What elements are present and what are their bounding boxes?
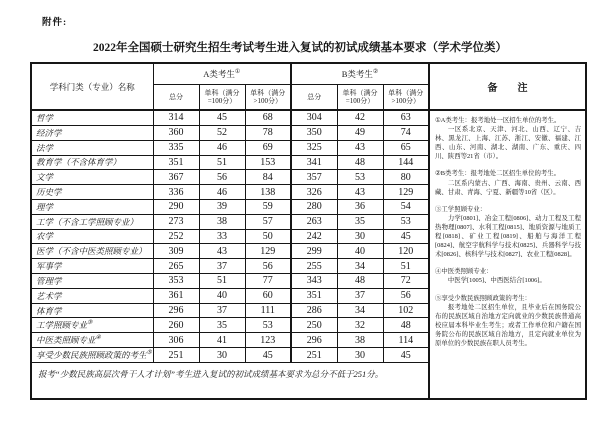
score-cell: 40 (199, 288, 245, 303)
remarks-cell (429, 110, 586, 399)
remark-paragraph: 二区系内蒙古、广西、海南、贵州、云南、西藏、甘肃、青海、宁夏、新疆等10省（区）。 (435, 179, 582, 196)
remark-note (435, 267, 581, 285)
score-cell: 326 (291, 185, 337, 200)
note-ref: ③ (87, 320, 93, 327)
subject-cell: 经济学 (31, 125, 153, 140)
subject-cell: 工学照顾专业③ (31, 318, 153, 333)
subject-cell: 农学 (31, 229, 153, 244)
score-cell: 72 (383, 274, 429, 289)
score-cell: 65 (383, 140, 429, 155)
score-cell: 41 (199, 333, 245, 348)
subject-cell: 医学（不含中医类照顾专业） (31, 244, 153, 259)
score-cell: 30 (199, 348, 245, 363)
subject-cell: 法学 (31, 140, 153, 155)
score-table-body (31, 110, 586, 399)
col-header-total-b: 总分 (291, 85, 337, 111)
subject-cell: 军事学 (31, 259, 153, 274)
score-cell: 32 (337, 318, 383, 333)
page-title: 2022年全国硕士研究生招生考试考生进入复试的初试成绩基本要求（学术学位类） (93, 42, 507, 54)
score-cell: 290 (153, 199, 199, 214)
score-cell: 80 (383, 170, 429, 185)
subject-cell: 工学（不含工学照顾专业） (31, 214, 153, 229)
remark-paragraph: 力学[0801]、冶金工程[0806]、动力工程及工程热物理[0807]、水利工程[0815]、地质资源与地质工程[0818]、矿业工程[0819]、船舶与海洋工程[0824]、航空宇航科学与技术[0825]、兵器科学与技术[0826]、核科学与技术[0827]、农业工程[0828]。 (435, 214, 582, 259)
score-cell: 351 (153, 155, 199, 170)
score-cell: 296 (291, 333, 337, 348)
subject-cell: 文学 (31, 170, 153, 185)
footnote-text: 报考“少数民族高层次骨干人才计划”考生进入复试的初试成绩基本要求为总分不低于251分。 (31, 363, 429, 400)
score-cell: 129 (245, 244, 291, 259)
score-cell: 48 (383, 318, 429, 333)
subject-cell: 管理学 (31, 274, 153, 289)
subject-cell: 体育学 (31, 303, 153, 318)
score-cell: 335 (153, 140, 199, 155)
header-row-groups (31, 63, 586, 85)
remark-paragraph: ⑤享受少数民族照顾政策的考生： (435, 294, 531, 302)
score-cell: 111 (245, 303, 291, 318)
score-cell: 53 (245, 318, 291, 333)
score-cell: 45 (245, 348, 291, 363)
score-cell: 48 (337, 155, 383, 170)
score-cell: 63 (383, 110, 429, 125)
score-cell: 138 (245, 185, 291, 200)
score-cell: 56 (245, 259, 291, 274)
remark-paragraph: ①A类考生：报考地处一区招生单位的考生。 (435, 117, 561, 124)
subject-cell: 享受少数民族照顾政策的考生⑤ (31, 348, 153, 363)
score-cell: 299 (291, 244, 337, 259)
score-cell: 30 (337, 348, 383, 363)
score-cell: 54 (383, 199, 429, 214)
score-cell: 34 (337, 259, 383, 274)
remarks-header: 备 注 (429, 63, 586, 110)
score-cell: 49 (337, 125, 383, 140)
score-cell: 53 (383, 214, 429, 229)
score-cell: 242 (291, 229, 337, 244)
note-ref: ① (234, 69, 241, 76)
score-cell: 336 (153, 185, 199, 200)
col-header-total-a: 总分 (153, 85, 199, 111)
score-cell: 306 (153, 333, 199, 348)
score-cell: 357 (291, 170, 337, 185)
score-cell: 129 (383, 185, 429, 200)
score-cell: 78 (245, 125, 291, 140)
remarks-notes (435, 116, 581, 348)
score-cell: 341 (291, 155, 337, 170)
col-header-singlegt100-b: 单科（满分 >100分） (383, 85, 429, 111)
score-cell: 33 (199, 229, 245, 244)
score-cell: 153 (245, 155, 291, 170)
score-cell: 260 (153, 318, 199, 333)
score-cell: 367 (153, 170, 199, 185)
score-cell: 360 (153, 125, 199, 140)
score-cell: 37 (199, 303, 245, 318)
score-cell: 351 (291, 288, 337, 303)
score-cell: 144 (383, 155, 429, 170)
score-table-header (31, 63, 586, 110)
score-cell: 30 (337, 229, 383, 244)
attachment-label: 附件: (42, 18, 68, 28)
score-cell: 251 (153, 348, 199, 363)
group-b-header: B类考生② (291, 63, 429, 85)
remark-note (435, 294, 581, 349)
subject-column-header: 学科门类（专业）名称 (31, 63, 153, 110)
score-cell: 69 (245, 140, 291, 155)
score-cell: 45 (383, 348, 429, 363)
group-a-header: A类考生① (153, 63, 291, 85)
score-cell: 84 (245, 170, 291, 185)
score-cell: 252 (153, 229, 199, 244)
subject-cell: 艺术学 (31, 288, 153, 303)
remark-note (435, 205, 581, 260)
subject-cell: 历史学 (31, 185, 153, 200)
score-cell: 296 (153, 303, 199, 318)
subject-cell: 中医类照顾专业④ (31, 333, 153, 348)
score-cell: 43 (337, 140, 383, 155)
col-header-single100-a: 单科（满分 =100分） (199, 85, 245, 111)
score-cell: 280 (291, 199, 337, 214)
score-cell: 34 (337, 303, 383, 318)
score-cell: 265 (153, 259, 199, 274)
score-cell: 40 (337, 244, 383, 259)
score-cell: 77 (245, 274, 291, 289)
col-header-single100-b: 单科（满分 =100分） (337, 85, 383, 111)
score-cell: 57 (245, 214, 291, 229)
score-cell: 39 (199, 199, 245, 214)
score-cell: 48 (337, 274, 383, 289)
score-cell: 343 (291, 274, 337, 289)
score-cell: 46 (199, 185, 245, 200)
score-cell: 114 (383, 333, 429, 348)
score-cell: 38 (337, 333, 383, 348)
score-cell: 353 (153, 274, 199, 289)
remark-paragraph: 中医学[1005]、中西医结合[1006]。 (447, 277, 546, 285)
score-cell: 50 (245, 229, 291, 244)
score-cell: 53 (337, 170, 383, 185)
score-cell: 120 (383, 244, 429, 259)
score-cell: 255 (291, 259, 337, 274)
score-cell: 45 (199, 110, 245, 125)
remark-paragraph: 报考地处二区招生单位，且毕业后在国务院公布的民族区域自治地方定向就业的少数民族普通高校应届本科毕业生考生；或者工作单位和户籍在国务院公布的民族区域自治地方，且定向就业单位为原单位的少数民族在职人员考生。 (435, 303, 582, 347)
score-cell: 35 (337, 214, 383, 229)
score-cell: 56 (199, 170, 245, 185)
score-cell: 46 (199, 140, 245, 155)
score-cell: 251 (291, 348, 337, 363)
score-cell: 74 (383, 125, 429, 140)
remark-paragraph: 一区系北京、天津、河北、山西、辽宁、吉林、黑龙江、上海、江苏、浙江、安徽、福建、江西、山东、河南、湖北、湖南、广东、重庆、四川、陕西等21省（市）。 (435, 126, 582, 161)
score-cell: 51 (199, 155, 245, 170)
score-cell: 56 (383, 288, 429, 303)
score-cell: 60 (245, 288, 291, 303)
score-cell: 350 (291, 125, 337, 140)
score-cell: 361 (153, 288, 199, 303)
score-cell: 38 (199, 214, 245, 229)
score-cell: 43 (337, 185, 383, 200)
table-row (31, 110, 586, 125)
note-ref: ⑤ (146, 350, 152, 357)
score-cell: 52 (199, 125, 245, 140)
subject-cell: 教育学（不含体育学） (31, 155, 153, 170)
note-ref: ④ (95, 335, 101, 342)
subject-cell: 哲学 (31, 110, 153, 125)
score-cell: 314 (153, 110, 199, 125)
remark-note (435, 169, 581, 196)
score-cell: 304 (291, 110, 337, 125)
remark-paragraph: ④中医类照顾专业： (435, 268, 493, 276)
score-cell: 37 (199, 259, 245, 274)
score-cell: 51 (383, 259, 429, 274)
note-ref: ② (372, 69, 379, 76)
score-cell: 51 (199, 274, 245, 289)
score-cell: 250 (291, 318, 337, 333)
score-cell: 36 (337, 199, 383, 214)
score-cell: 42 (337, 110, 383, 125)
score-cell: 59 (245, 199, 291, 214)
remark-note (435, 116, 581, 161)
score-cell: 102 (383, 303, 429, 318)
score-cell: 45 (383, 229, 429, 244)
score-cell: 309 (153, 244, 199, 259)
col-header-singlegt100-a: 单科（满分 >100分） (245, 85, 291, 111)
score-cell: 263 (291, 214, 337, 229)
score-cell: 43 (199, 244, 245, 259)
score-cell: 37 (337, 288, 383, 303)
score-cell: 286 (291, 303, 337, 318)
score-cell: 35 (199, 318, 245, 333)
score-cell: 325 (291, 140, 337, 155)
score-cell: 68 (245, 110, 291, 125)
remark-paragraph: ③工学照顾专业： (435, 205, 487, 213)
subject-cell: 理学 (31, 199, 153, 214)
score-cell: 123 (245, 333, 291, 348)
remark-paragraph: ②B类考生：报考地处二区招生单位的考生。 (435, 170, 561, 178)
score-cell: 273 (153, 214, 199, 229)
score-table (30, 62, 587, 400)
